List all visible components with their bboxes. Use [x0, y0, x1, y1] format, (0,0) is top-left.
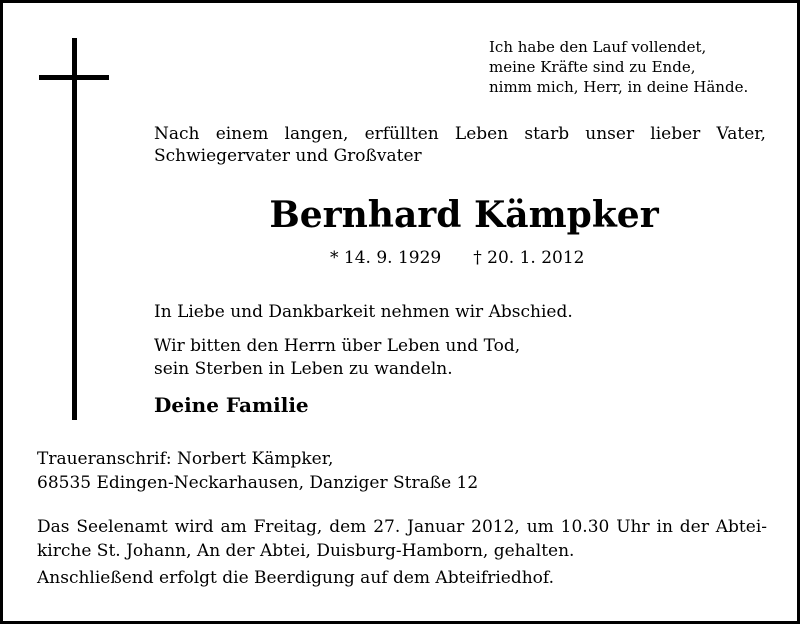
mourning-address — [37, 447, 478, 495]
address-line: 68535 Edingen-Neckarhausen, Danziger Straße 12 — [37, 473, 479, 493]
intro-word: einem — [215, 124, 269, 144]
motto-verse — [489, 37, 789, 97]
prayer-line: Wir bitten den Herrn über Leben und Tod, — [154, 336, 521, 356]
cross-icon-bar — [39, 75, 109, 80]
intro-word: starb — [524, 124, 570, 144]
service-word: am — [220, 517, 247, 537]
intro-line: Schwiegervater und Großvater — [154, 146, 422, 166]
motto-line: nimm mich, Herr, in deine Hände. — [489, 78, 749, 96]
intro-word: lieber — [650, 124, 701, 144]
intro-word: erfüllten — [364, 124, 439, 144]
service-word: Uhr — [616, 517, 650, 537]
farewell-text: In Liebe und Dankbarkeit nehmen wir Abschied. — [154, 302, 573, 322]
intro-text — [154, 123, 766, 167]
service-word: Das — [37, 517, 70, 537]
service-word: wird — [174, 517, 214, 537]
service-info — [37, 515, 767, 590]
life-dates — [330, 247, 584, 269]
service-word: 10.30 — [560, 517, 610, 537]
service-word: Abtei- — [715, 517, 767, 537]
intro-word: Nach — [154, 124, 200, 144]
service-word: in — [656, 517, 673, 537]
motto-line: meine Kräfte sind zu Ende, — [489, 58, 696, 76]
deceased-name: Bernhard Kämpker — [269, 194, 659, 236]
service-line: Anschließend erfolgt die Beerdigung auf dem Abteifriedhof. — [37, 568, 554, 588]
intro-word: langen, — [284, 124, 349, 144]
intro-line — [154, 123, 766, 145]
intro-word: unser — [585, 124, 635, 144]
motto-line: Ich habe den Lauf vollendet, — [489, 38, 707, 56]
family-signature: Deine Familie — [154, 393, 309, 417]
service-word: Januar — [407, 517, 465, 537]
service-word: 27. — [373, 517, 401, 537]
service-word: dem — [329, 517, 367, 537]
service-word: um — [526, 517, 554, 537]
cross-icon — [72, 38, 77, 420]
intro-word: Vater, — [716, 124, 766, 144]
service-word: Freitag, — [253, 517, 323, 537]
birth-date: * 14. 9. 1929 — [330, 248, 442, 268]
service-word: Seelenamt — [76, 517, 168, 537]
service-line — [37, 515, 767, 539]
prayer-text — [154, 335, 520, 381]
death-date: † 20. 1. 2012 — [473, 248, 585, 268]
service-word: 2012, — [471, 517, 520, 537]
address-line: Traueranschrif: Norbert Kämpker, — [37, 449, 334, 469]
service-line: kirche St. Johann, An der Abtei, Duisburg-Hamborn, gehalten. — [37, 541, 575, 561]
intro-word: Leben — [454, 124, 509, 144]
prayer-line: sein Sterben in Leben zu wandeln. — [154, 359, 453, 379]
service-word: der — [679, 517, 709, 537]
